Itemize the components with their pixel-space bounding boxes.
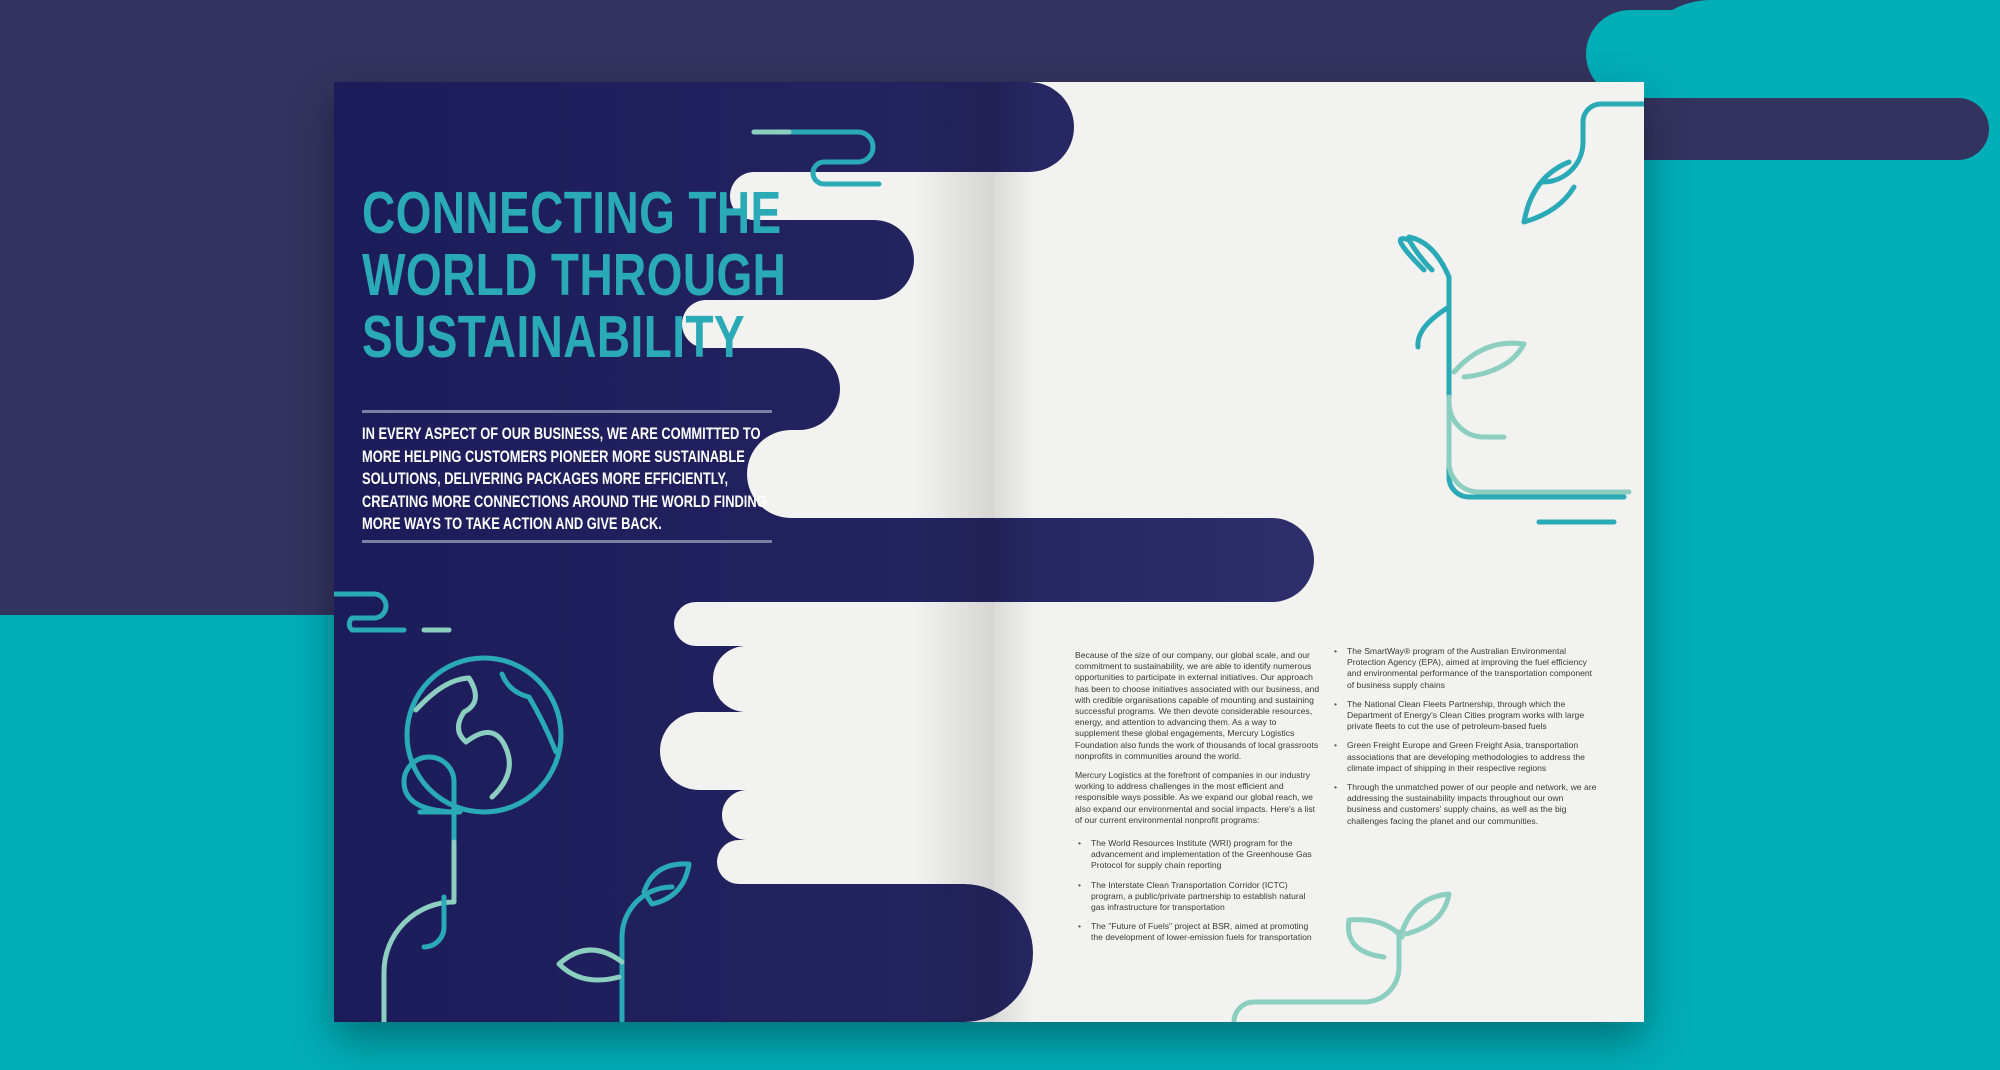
list-item: • The National Clean Fleets Partnership, through which the Department of Energy's Clean Cities program works with large private fleets to cut the use of petroleum-based fuels xyxy=(1334,698,1585,732)
divider xyxy=(362,540,772,543)
list-item: • The "Future of Fuels" project at BSR, aimed at promoting the development of lower-emission fuels for transportation xyxy=(1078,921,1312,943)
title-line: SUSTAINABILITY xyxy=(362,304,745,370)
divider xyxy=(362,410,772,413)
list-item: • The Interstate Clean Transportation Corridor (ICTC) program, a public/private partnership to establish natural gas infrastructure for transportation xyxy=(1078,879,1306,913)
list-item: • The World Resources Institute (WRI) program for the advancement and implementation of the Greenhouse Gas Protocol for supply chain reporting xyxy=(1078,838,1312,871)
list-item: • Through the unmatched power of our people and network, we are addressing the sustainability impacts throughout our own business and customers' supply chains, as well as the big challenges facing the planet and our communities. xyxy=(1334,782,1597,826)
intro-statement: IN EVERY ASPECT OF OUR BUSINESS, WE ARE COMMITTED TO MORE HELPING CUSTOMERS PIONEER MORE SUSTAINABLE SOLUTIONS, DELIVERING PACKAGES MORE EFFICIENTLY, CREATING MORE CONNECTIONS AROUND THE WORLD FINDING MORE WAYS TO TAKE ACTION AND GIVE BACK. xyxy=(362,425,767,533)
body-column-1 xyxy=(1075,650,1321,952)
body-column-2 xyxy=(1331,646,1597,835)
program-list xyxy=(1331,646,1597,827)
list-item: • Green Freight Europe and Green Freight Asia, transportation associations that are developing methodologies to address the climate impact of shipping in their respective regions xyxy=(1334,740,1585,773)
list-item: • The SmartWay® program of the Australian Environmental Protection Agency (EPA), aimed at improving the fuel efficiency and environmental performance of the transportation component of business supply chains xyxy=(1334,646,1593,690)
body-paragraph: Because of the size of our company, our global scale, and our commitment to sustainability, we are able to identify numerous opportunities to participate in external initiatives. Our approach has been to choose initiatives associated with our business, and with credible organisations capable of mounting and sustaining successful programs. We then devote considerable resources, energy, and attention to advancing them. As a way to supplement these global engagements, Mercury Logistics Foundation also funds the work of thousands of local grassroots nonprofits in communities around the world. xyxy=(1075,650,1320,761)
body-paragraph: Mercury Logistics at the forefront of companies in our industry working to address challenges in the most efficient and responsible ways possible. As we expand our global reach, we also expand our environmental and social impacts. Here's a list of our current environmental nonprofit programs: xyxy=(1075,770,1315,825)
program-list xyxy=(1075,838,1321,944)
brochure-spread xyxy=(334,82,1644,1022)
page-title xyxy=(362,182,786,368)
title-line: CONNECTING THE xyxy=(362,180,782,246)
title-line: WORLD THROUGH xyxy=(362,242,787,308)
